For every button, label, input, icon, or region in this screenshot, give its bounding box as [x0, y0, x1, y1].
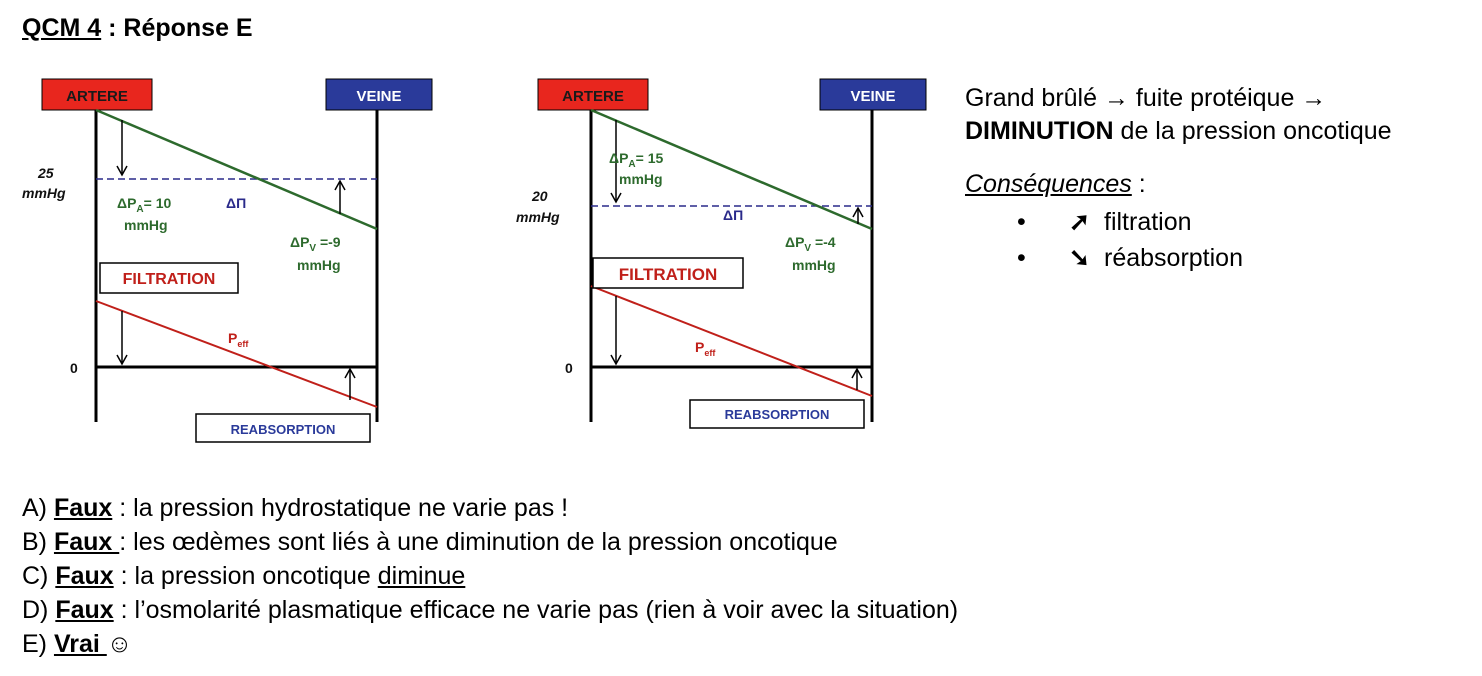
y-value: 20 — [532, 188, 548, 204]
page-title — [22, 14, 253, 43]
y-unit: mmHg — [22, 185, 66, 201]
arrow-up-right-icon: ➚ — [1069, 208, 1090, 236]
dpi-label: ΔΠ — [226, 195, 247, 211]
side-line-2 — [965, 115, 1392, 148]
dpi-label: ΔΠ — [723, 207, 744, 223]
veine-label: VEINE — [850, 88, 896, 105]
answer-verdict: Faux — [55, 562, 114, 590]
answer-letter: B) — [22, 528, 54, 556]
bullet-icon: • — [1017, 244, 1026, 272]
dpa-label: $\Delta P_A= 10$ — [117, 195, 172, 215]
answer-letter: A) — [22, 494, 54, 522]
consequences-heading — [965, 168, 1392, 201]
reabsorption-label: REABSORPTION — [724, 407, 830, 422]
answer-text: : l’osmolarité plasmatique efficace ne varie pas (rien à voir avec la situation) — [113, 596, 959, 624]
title-prefix: QCM 4 — [22, 14, 102, 42]
consequences-list — [965, 204, 1392, 276]
answer-letter: C) — [22, 562, 56, 590]
answer-verdict: Faux — [55, 596, 114, 624]
item-text: filtration — [1104, 208, 1192, 236]
bullet-icon: • — [1017, 208, 1026, 236]
dpv-unit: mmHg — [792, 257, 836, 273]
arrow-down-right-icon: ➘ — [1069, 244, 1090, 272]
filtration-label: FILTRATION — [618, 265, 718, 284]
answer-c — [22, 559, 958, 593]
answer-verdict: Faux — [53, 494, 113, 522]
zero-label: 0 — [565, 360, 573, 376]
answer-text: : la pression oncotique — [113, 562, 378, 590]
peff-line — [591, 286, 872, 396]
veine-label: VEINE — [356, 88, 402, 105]
reabsorption-label: REABSORPTION — [230, 422, 336, 437]
artere-label: ARTERE — [562, 88, 624, 105]
side-line-1: Grand brûlé → fuite protéique → — [965, 84, 1327, 112]
answer-e — [22, 627, 958, 661]
smiley-icon: ☺ — [106, 630, 133, 658]
zero-label: 0 — [70, 360, 78, 376]
answers-list — [22, 491, 958, 661]
consequences-colon: : — [1131, 170, 1146, 198]
peff-line — [96, 301, 377, 407]
answer-verdict: Faux — [53, 528, 120, 556]
y-unit: mmHg — [516, 209, 560, 225]
list-item — [965, 240, 1392, 276]
title-rest: : Réponse E — [101, 14, 253, 42]
dpa-unit: mmHg — [124, 217, 168, 233]
answer-a — [22, 491, 958, 525]
artere-label: ARTERE — [66, 88, 128, 105]
diagram-right — [495, 74, 895, 454]
answer-letter: D) — [22, 596, 56, 624]
answer-letter: E) — [22, 630, 54, 658]
answer-b — [22, 525, 958, 559]
consequences-label: Conséquences — [965, 170, 1132, 198]
answer-text: : la pression hydrostatique ne varie pas ! — [112, 494, 569, 522]
dpv-label: $\Delta P_V =-4$ — [785, 234, 836, 254]
item-text: réabsorption — [1104, 244, 1243, 272]
dpv-unit: mmHg — [297, 257, 341, 273]
peff-label: $P_{eff}$ — [228, 330, 249, 349]
side-explanation — [965, 82, 1392, 276]
peff-label: $P_{eff}$ — [695, 339, 716, 358]
side-line-2-bold: DIMINUTION — [965, 117, 1114, 145]
dpa-label: $\Delta P_A= 15$ — [609, 150, 664, 170]
filtration-label: FILTRATION — [122, 271, 216, 288]
list-item — [965, 204, 1392, 240]
dpa-unit: mmHg — [619, 171, 663, 187]
answer-d — [22, 593, 958, 627]
y-value: 25 — [38, 165, 54, 181]
dpv-label: $\Delta P_V =-9$ — [290, 234, 341, 254]
diagram-left — [0, 74, 400, 454]
answer-underlined: diminue — [377, 562, 466, 590]
answer-text: : les œdèmes sont liés à une diminution de la pression oncotique — [119, 528, 838, 556]
side-line-2-rest: de la pression oncotique — [1113, 117, 1392, 145]
answer-verdict: Vrai — [53, 630, 107, 658]
